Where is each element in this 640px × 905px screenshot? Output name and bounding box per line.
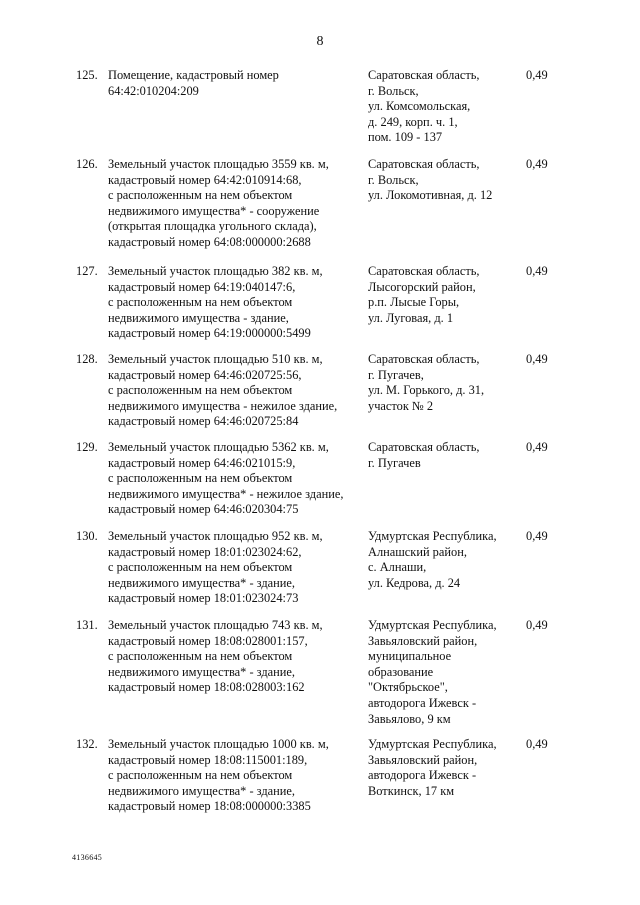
description-line: кадастровый номер 64:08:000000:2688 — [108, 234, 311, 249]
description-line: 64:42:010204:209 — [108, 83, 199, 98]
entry-number: 125. — [76, 68, 98, 82]
list-item — [0, 68, 640, 157]
description-line: кадастровый номер 64:19:040147:6, — [108, 279, 296, 294]
entry-address — [368, 737, 497, 799]
list-item — [0, 737, 640, 817]
address-line: г. Вольск, — [368, 83, 419, 98]
entry-share: 0,49 — [526, 264, 548, 278]
address-line: р.п. Лысые Горы, — [368, 295, 460, 310]
address-line: г. Вольск, — [368, 172, 419, 187]
address-line: Завьялово, 9 км — [368, 711, 451, 726]
description-line: с расположенным на нем объектом — [108, 649, 293, 664]
address-line: пом. 109 - 137 — [368, 130, 443, 145]
list-item — [0, 529, 640, 618]
description-line: недвижимого имущества - нежилое здание, — [108, 398, 338, 413]
entry-address — [368, 264, 480, 326]
entry-address — [368, 68, 480, 146]
description-line: недвижимого имущества - здание, — [108, 310, 289, 325]
entry-address — [368, 529, 497, 591]
list-item — [0, 440, 640, 529]
entry-number: 132. — [76, 737, 98, 751]
address-line: "Октябрьское", — [368, 680, 448, 695]
address-line: ул. Локомотивная, д. 12 — [368, 188, 493, 203]
description-line: с расположенным на нем объектом — [108, 383, 293, 398]
address-line: образование — [368, 664, 434, 679]
address-line: Воткинск, 17 км — [368, 783, 455, 798]
description-line: кадастровый номер 64:46:020304:75 — [108, 502, 299, 517]
address-line: Завьяловский район, — [368, 633, 478, 648]
entry-address — [368, 618, 497, 727]
address-line: г. Пугачев — [368, 455, 421, 470]
description-line: недвижимого имущества* - сооружение — [108, 203, 320, 218]
description-line: кадастровый номер 18:08:115001:189, — [108, 752, 308, 767]
description-line: недвижимого имущества* - нежилое здание, — [108, 486, 344, 501]
page-number: 8 — [316, 34, 324, 49]
address-line: с. Алнаши, — [368, 560, 427, 575]
address-line: муниципальное — [368, 649, 452, 664]
description-line: Помещение, кадастровый номер — [108, 68, 279, 82]
address-line: ул. Кедрова, д. 24 — [368, 575, 461, 590]
description-line: с расположенным на нем объектом — [108, 560, 293, 575]
address-line: Алнашский район, — [368, 544, 467, 559]
list-item — [0, 264, 640, 352]
address-line: Саратовская область, — [368, 68, 480, 82]
description-line: кадастровый номер 64:46:021015:9, — [108, 455, 296, 470]
description-line: недвижимого имущества* - здание, — [108, 664, 296, 679]
entry-description — [108, 352, 337, 430]
address-line: г. Пугачев, — [368, 367, 424, 382]
entry-description — [108, 529, 323, 607]
description-line: с расположенным на нем объектом — [108, 768, 293, 783]
entry-number: 127. — [76, 264, 98, 278]
address-line: автодорога Ижевск - — [368, 768, 477, 783]
address-line: Удмуртская Республика, — [368, 618, 497, 632]
description-line: Земельный участок площадью 5362 кв. м, — [108, 440, 329, 454]
description-line: Земельный участок площадью 3559 кв. м, — [108, 157, 329, 171]
address-line: ул. М. Горького, д. 31, — [368, 383, 485, 398]
description-line: Земельный участок площадью 1000 кв. м, — [108, 737, 329, 751]
entry-description — [108, 618, 323, 696]
description-line: недвижимого имущества* - здание, — [108, 575, 296, 590]
address-line: Удмуртская Республика, — [368, 529, 497, 543]
entry-number: 129. — [76, 440, 98, 454]
description-line: кадастровый номер 18:01:023024:62, — [108, 544, 302, 559]
description-line: кадастровый номер 64:46:020725:56, — [108, 367, 302, 382]
entry-address — [368, 440, 480, 471]
entry-description — [108, 68, 279, 99]
document-code: 4136645 — [72, 853, 103, 862]
address-line: д. 249, корп. ч. 1, — [368, 114, 458, 129]
address-line: Завьяловский район, — [368, 752, 478, 767]
address-line: Саратовская область, — [368, 157, 480, 171]
address-line: ул. Луговая, д. 1 — [368, 310, 454, 325]
description-line: с расположенным на нем объектом — [108, 188, 293, 203]
description-line: кадастровый номер 18:08:028001:157, — [108, 633, 308, 648]
description-line: Земельный участок площадью 952 кв. м, — [108, 529, 323, 543]
address-line: Саратовская область, — [368, 264, 480, 278]
description-line: кадастровый номер 64:42:010914:68, — [108, 172, 302, 187]
description-line: Земельный участок площадью 510 кв. м, — [108, 352, 323, 366]
address-line: участок № 2 — [368, 398, 434, 413]
entry-number: 130. — [76, 529, 98, 543]
address-line: Удмуртская Республика, — [368, 737, 497, 751]
description-line: кадастровый номер 18:08:028003:162 — [108, 680, 305, 695]
entry-share: 0,49 — [526, 68, 548, 82]
entry-description — [108, 264, 323, 342]
description-line: кадастровый номер 64:19:000000:5499 — [108, 326, 311, 341]
description-line: Земельный участок площадью 382 кв. м, — [108, 264, 323, 278]
address-line: Саратовская область, — [368, 440, 480, 454]
list-item — [0, 618, 640, 737]
address-line: автодорога Ижевск - — [368, 695, 477, 710]
entry-number: 126. — [76, 157, 98, 171]
description-line: Земельный участок площадью 743 кв. м, — [108, 618, 323, 632]
description-line: кадастровый номер 18:01:023024:73 — [108, 591, 299, 606]
description-line: кадастровый номер 18:08:000000:3385 — [108, 799, 311, 814]
entry-share: 0,49 — [526, 352, 548, 366]
entry-share: 0,49 — [526, 440, 548, 454]
entry-share: 0,49 — [526, 737, 548, 751]
list-item — [0, 352, 640, 440]
entry-description — [108, 440, 343, 518]
address-line: ул. Комсомольская, — [368, 99, 471, 114]
entry-description — [108, 737, 329, 815]
entry-share: 0,49 — [526, 529, 548, 543]
description-line: (открытая площадка угольного склада), — [108, 219, 317, 234]
entry-number: 131. — [76, 618, 98, 632]
entry-share: 0,49 — [526, 157, 548, 171]
entry-number: 128. — [76, 352, 98, 366]
address-line: Лысогорский район, — [368, 279, 476, 294]
description-line: с расположенным на нем объектом — [108, 471, 293, 486]
entry-address — [368, 157, 492, 204]
entry-share: 0,49 — [526, 618, 548, 632]
description-line: с расположенным на нем объектом — [108, 295, 293, 310]
address-line: Саратовская область, — [368, 352, 480, 366]
property-list — [0, 68, 640, 817]
description-line: недвижимого имущества* - здание, — [108, 783, 296, 798]
entry-address — [368, 352, 484, 414]
list-item — [0, 157, 640, 264]
entry-description — [108, 157, 329, 251]
description-line: кадастровый номер 64:46:020725:84 — [108, 414, 299, 429]
